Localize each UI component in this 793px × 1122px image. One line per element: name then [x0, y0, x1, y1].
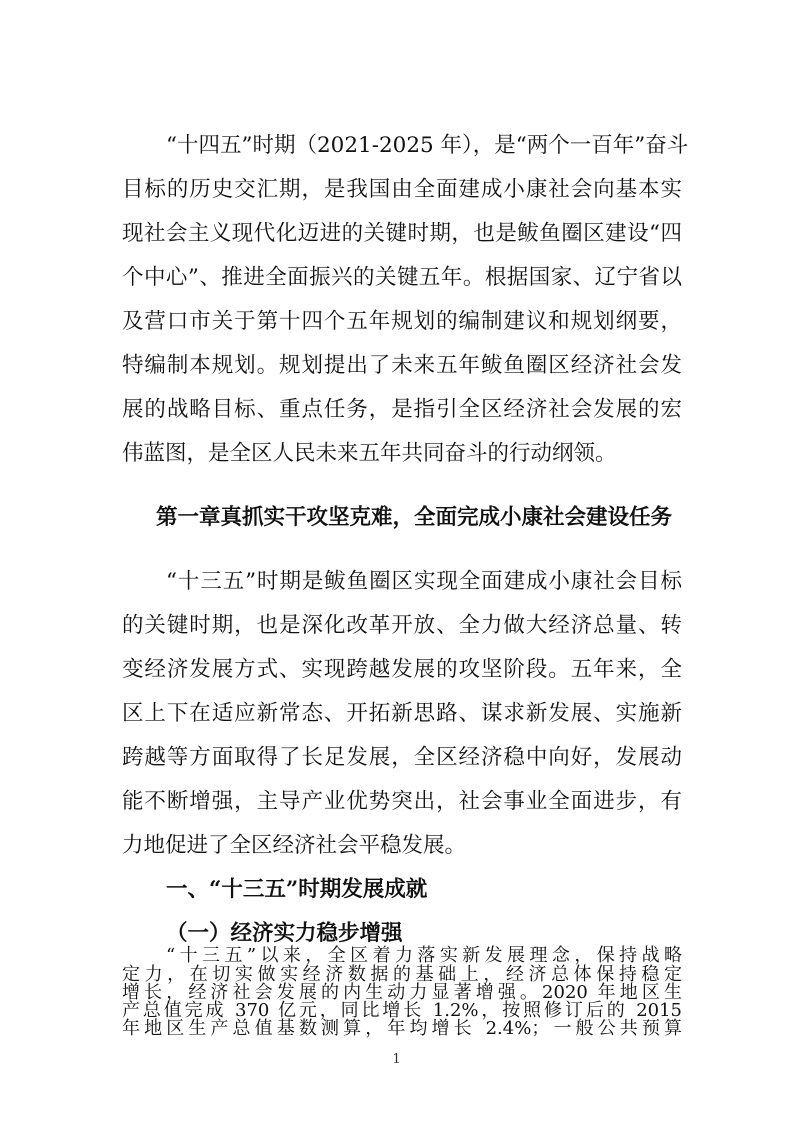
paragraph-line: “十三五”以来，全区着力落实新发展理念，保持战略	[166, 945, 682, 966]
chapter-title: 第一章真抓实干攻坚克难，全面完成小康社会建设任务	[156, 505, 673, 530]
paragraph-line: “十三五”时期是鲅鱼圈区实现全面建成小康社会目标	[166, 569, 682, 594]
paragraph-line: 现社会主义现代化迈进的关键时期，也是鲅鱼圈区建设“四	[122, 221, 682, 246]
paragraph-line: 及营口市关于第十四个五年规划的编制建议和规划纲要，	[122, 309, 682, 334]
paragraph-line: 年地区生产总值基数测算，年均增长 2.4%；一般公共预算	[122, 1018, 682, 1039]
paragraph-line: 力地促进了全区经济社会平稳发展。	[122, 833, 467, 858]
paragraph-line: 能不断增强，主导产业优势突出，社会事业全面进步，有	[122, 789, 682, 814]
paragraph-line: “十四五”时期（2021-2025 年），是“两个一百年”奋斗	[166, 133, 689, 158]
page-number: 1	[392, 1052, 401, 1067]
paragraph-line: 展的战略目标、重点任务，是指引全区经济社会发展的宏	[122, 397, 682, 422]
paragraph-line: 的关键时期，也是深化改革开放、全力做大经济总量、转	[122, 613, 682, 638]
paragraph-line: 伟蓝图，是全区人民未来五年共同奋斗的行动纲领。	[122, 441, 617, 466]
paragraph-line: 区上下在适应新常态、开拓新思路、谋求新发展、实施新	[122, 701, 682, 726]
paragraph-line: 变经济发展方式、实现跨越发展的攻坚阶段。五年来，全	[122, 657, 682, 682]
subsection-title: （一）经济实力稳步增强	[166, 921, 403, 946]
paragraph-line: 个中心”、推进全面振兴的关键五年。根据国家、辽宁省以	[122, 265, 682, 290]
paragraph-line: 产总值完成 370 亿元，同比增长 1.2%，按照修订后的 2015	[122, 1000, 682, 1021]
paragraph-line: 特编制本规划。规划提出了未来五年鲅鱼圈区经济社会发	[122, 353, 682, 378]
section-title: 一、“十三五”时期发展成就	[166, 877, 428, 902]
paragraph-line: 增长，经济社会发展的内生动力显著增强。2020 年地区生	[122, 982, 682, 1003]
paragraph-line: 定力，在切实做实经济数据的基础上，经济总体保持稳定	[122, 964, 682, 985]
paragraph-line: 跨越等方面取得了长足发展，全区经济稳中向好，发展动	[122, 745, 682, 770]
paragraph-line: 目标的历史交汇期，是我国由全面建成小康社会向基本实	[122, 177, 682, 202]
